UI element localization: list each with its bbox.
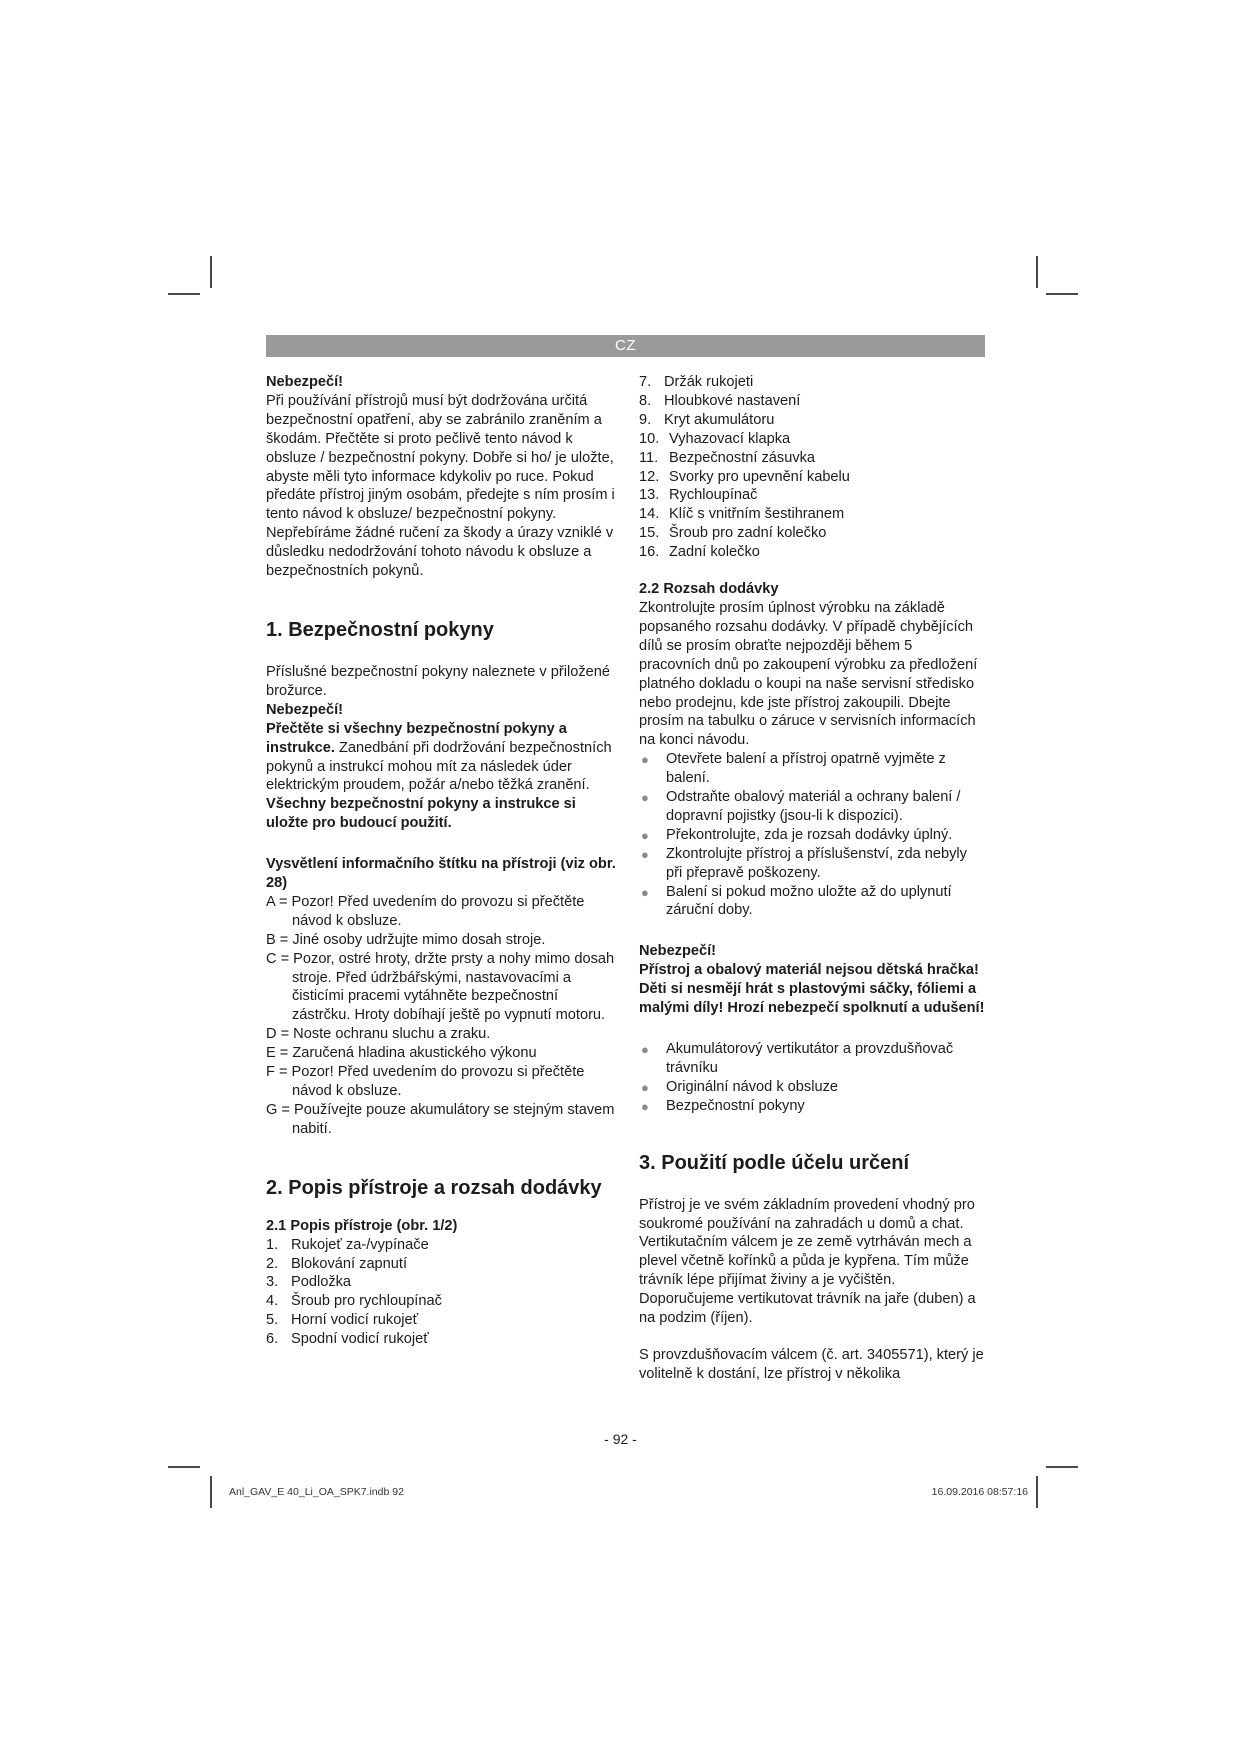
package-contents-list <box>639 1040 985 1116</box>
legend-item: F = Pozor! Před uvedením do provozu si přečtěte návod k obsluze. <box>266 1064 585 1099</box>
part-item <box>639 411 985 430</box>
label-explanation-heading: Vysvětlení informačního štítku na přístroji (viz obr. 28) <box>266 856 616 892</box>
bullet-icon: ● <box>641 790 649 806</box>
section-2-1-heading: 2.1 Popis přístroje (obr. 1/2) <box>266 1217 458 1234</box>
part-item <box>266 1330 618 1349</box>
legend-item: D = Noste ochranu sluchu a zraku. <box>266 1026 491 1043</box>
part-label: Svorky pro upevnění kabelu <box>669 468 850 485</box>
parts-list-a <box>266 1236 618 1349</box>
legend-item: B = Jiné osoby udržujte mimo dosah stroje. <box>266 931 546 948</box>
part-item <box>266 1255 618 1274</box>
footer-timestamp: 16.09.2016 08:57:16 <box>931 1486 1028 1498</box>
part-number: 3. <box>266 1274 279 1291</box>
part-number: 13. <box>639 487 660 504</box>
list-item <box>639 845 985 883</box>
part-item <box>639 449 985 468</box>
part-item <box>266 1292 618 1311</box>
language-header-bar <box>266 335 985 357</box>
warning-bold-1: Přečtěte si všechny bezpečnostní pokyny a instrukce. <box>266 720 567 756</box>
part-item <box>639 543 985 562</box>
part-label: Držák rukojeti <box>664 374 754 390</box>
page-number: - 92 - <box>604 1431 637 1447</box>
part-label: Zadní kolečko <box>669 544 760 561</box>
crop-mark-bottom-right-v <box>1036 1476 1038 1508</box>
part-label: Vyhazovací klapka <box>669 430 791 447</box>
list-item-text: Bezpečnostní pokyny <box>666 1097 805 1114</box>
part-item <box>639 524 985 543</box>
part-item <box>639 486 985 505</box>
bullet-icon: ● <box>641 884 649 900</box>
bullet-icon: ● <box>641 827 649 843</box>
part-label: Bezpečnostní zásuvka <box>669 449 816 466</box>
section-1-paragraph: Příslušné bezpečnostní pokyny naleznete v přiložené brožurce. <box>266 663 610 699</box>
part-label: Hloubkové nastavení <box>664 392 801 409</box>
danger-2-text: Přístroj a obalový materiál nejsou dětská hračka! Děti si nesmějí hrát s plastovými sáčky, fóliemi a malými díly! Hrozí nebezpečí spolknutí a udušení! <box>639 962 985 1017</box>
crop-mark-top-right-h <box>1046 293 1078 295</box>
label-legend-list <box>266 893 618 1139</box>
part-number: 11. <box>639 449 659 466</box>
list-item-text: Odstraňte obalový materiál a ochrany balení / dopravní pojistky (jsou-li k dispozici). <box>666 789 961 824</box>
list-item <box>639 883 985 921</box>
part-number: 1. <box>266 1236 279 1253</box>
part-number: 9. <box>639 411 652 428</box>
part-item <box>266 1273 618 1292</box>
part-label: Rychloupínač <box>669 487 758 504</box>
part-item <box>266 1236 618 1255</box>
part-item <box>639 392 985 411</box>
part-number: 6. <box>266 1331 279 1348</box>
warning-bold-2: Všechny bezpečnostní pokyny a instrukce si uložte pro budoucí použití. <box>266 796 576 832</box>
section-2-title: 2. Popis přístroje a rozsah dodávky <box>266 1176 602 1199</box>
part-label: Podložka <box>291 1274 352 1291</box>
bullet-icon: ● <box>641 1098 649 1114</box>
intro-danger-heading: Nebezpečí! <box>266 374 344 390</box>
part-item <box>639 505 985 524</box>
crop-mark-top-left-v <box>210 256 212 288</box>
list-item-text: Originální návod k obsluze <box>666 1078 838 1095</box>
part-label: Spodní vodicí rukojeť <box>291 1331 429 1348</box>
crop-mark-top-right-v <box>1036 256 1038 288</box>
part-label: Rukojeť za-/vypínače <box>291 1236 429 1253</box>
part-number: 14. <box>639 506 660 523</box>
section-1-warning <box>266 720 618 833</box>
part-number: 5. <box>266 1312 279 1329</box>
list-item <box>639 1097 985 1116</box>
section-2-2-heading: 2.2 Rozsah dodávky <box>639 581 779 598</box>
part-label: Kryt akumulátoru <box>664 411 775 428</box>
part-label: Horní vodicí rukojeť <box>291 1312 419 1329</box>
part-item <box>266 1311 618 1330</box>
part-item <box>639 373 985 392</box>
crop-mark-bottom-left-h <box>168 1466 200 1468</box>
legend-item: A = Pozor! Před uvedením do provozu si přečtěte návod k obsluze. <box>266 893 585 929</box>
bullet-icon: ● <box>641 846 649 862</box>
part-label: Klíč s vnitřním šestihranem <box>669 506 845 523</box>
bullet-icon: ● <box>641 752 649 768</box>
section-3-title: 3. Použití podle účelu určení <box>639 1151 910 1174</box>
part-number: 2. <box>266 1255 279 1272</box>
footer-file-info: Anl_GAV_E 40_Li_OA_SPK7.indb 92 <box>229 1486 404 1498</box>
part-item <box>639 430 985 449</box>
bullet-icon: ● <box>641 1079 649 1095</box>
list-item-text: Akumulátorový vertikutátor a provzdušňovač trávníku <box>666 1041 954 1076</box>
list-item <box>639 788 985 826</box>
section-2-2-text: Zkontrolujte prosím úplnost výrobku na základě popsaného rozsahu dodávky. V případě chybějících dílů se prosím obraťte nejpozději během 5 pracovních dnů po zakoupení výrobku za předložení platného dokladu o koupi na naše servisní středisko nebo prodejnu, kde jste přístroj zakoupili. Dbejte prosím na tabulku o záruce v servisních informacích na konci návodu. <box>639 599 978 749</box>
crop-mark-bottom-left-v <box>210 1476 212 1508</box>
list-item <box>639 1040 985 1078</box>
list-item-text: Balení si pokud možno uložte až do uplynutí záruční doby. <box>666 883 952 919</box>
list-item-text: Otevřete balení a přístroj opatrně vyjměte z balení. <box>666 751 946 787</box>
list-item-text: Překontrolujte, zda je rozsah dodávky úplný. <box>666 826 953 843</box>
warning-text: Zanedbání při dodržování bezpečnostních pokynů a instrukcí mohou mít za následek úder elektrickým proudem, požár a/nebo těžká zranění. <box>266 739 612 794</box>
part-number: 8. <box>639 392 652 409</box>
danger-2-heading: Nebezpečí! <box>639 943 717 960</box>
language-code: CZ <box>615 337 636 354</box>
crop-mark-bottom-right-h <box>1046 1466 1078 1468</box>
legend-item: G = Používejte pouze akumulátory se stejným stavem nabití. <box>266 1101 615 1137</box>
section-3-paragraph-1: Přístroj je ve svém základním provedení vhodný pro soukromé používání na zahradách u domů a chat. Vertikutačním válcem je ze země vytrháván mech a plevel včetně kořínků a půda je kypřena. Tím může trávník lépe přijímat živiny a je vyčištěn. Doporučujeme vertikutovat trávník na jaře (duben) a na podzim (říjen). <box>639 1196 976 1327</box>
legend-item: C = Pozor, ostré hroty, držte prsty a nohy mimo dosah stroje. Před údržbářskými, nastavovacími a čisticími pracemi vytáhněte bezpečnostní zástrčku. Hroty dobíhají ještě po vypnutí motoru. <box>266 950 615 1024</box>
part-number: 16. <box>639 544 660 561</box>
right-column <box>639 373 985 1384</box>
intro-text: Při používání přístrojů musí být dodržována určitá bezpečnostní opatření, aby se zabránilo zraněním a škodám. Přečtěte si proto pečlivě tento návod k obsluze / bezpečnostní pokyny. Dobře si ho/ je uložte, abyste měli tyto informace kdykoliv po ruce. Pokud předáte přístroj jiným osobám, předejte s ním prosím i tento návod k obsluze/ bezpečnostní pokyny. Nepřebíráme žádné ručení za škody a úrazy vzniklé v důsledku nedodržování tohoto návodu k obsluze a bezpečnostních pokynů. <box>266 392 615 580</box>
part-label: Blokování zapnutí <box>291 1255 408 1272</box>
part-number: 7. <box>639 374 652 390</box>
part-number: 4. <box>266 1293 279 1310</box>
bullet-icon: ● <box>641 1042 649 1057</box>
part-number: 12. <box>639 468 660 485</box>
part-number: 10. <box>639 430 660 447</box>
list-item <box>639 750 985 788</box>
section-1-title: 1. Bezpečnostní pokyny <box>266 618 494 641</box>
part-label: Šroub pro zadní kolečko <box>669 525 827 542</box>
section-1-danger: Nebezpečí! <box>266 701 344 718</box>
left-column <box>266 373 618 1349</box>
legend-item: E = Zaručená hladina akustického výkonu <box>266 1045 537 1062</box>
section-3-paragraph-2: S provzdušňovacím válcem (č. art. 3405571), který je volitelně k dostání, lze přístroj v několika <box>639 1346 984 1382</box>
parts-list-b <box>639 373 985 562</box>
list-item <box>639 826 985 845</box>
crop-mark-top-left-h <box>168 293 200 295</box>
list-item <box>639 1078 985 1097</box>
list-item-text: Zkontrolujte přístroj a příslušenství, zda nebyly při přepravě poškozeny. <box>666 845 967 881</box>
part-number: 15. <box>639 525 660 542</box>
part-item <box>639 468 985 487</box>
part-label: Šroub pro rychloupínač <box>291 1293 442 1310</box>
delivery-check-list <box>639 750 985 920</box>
